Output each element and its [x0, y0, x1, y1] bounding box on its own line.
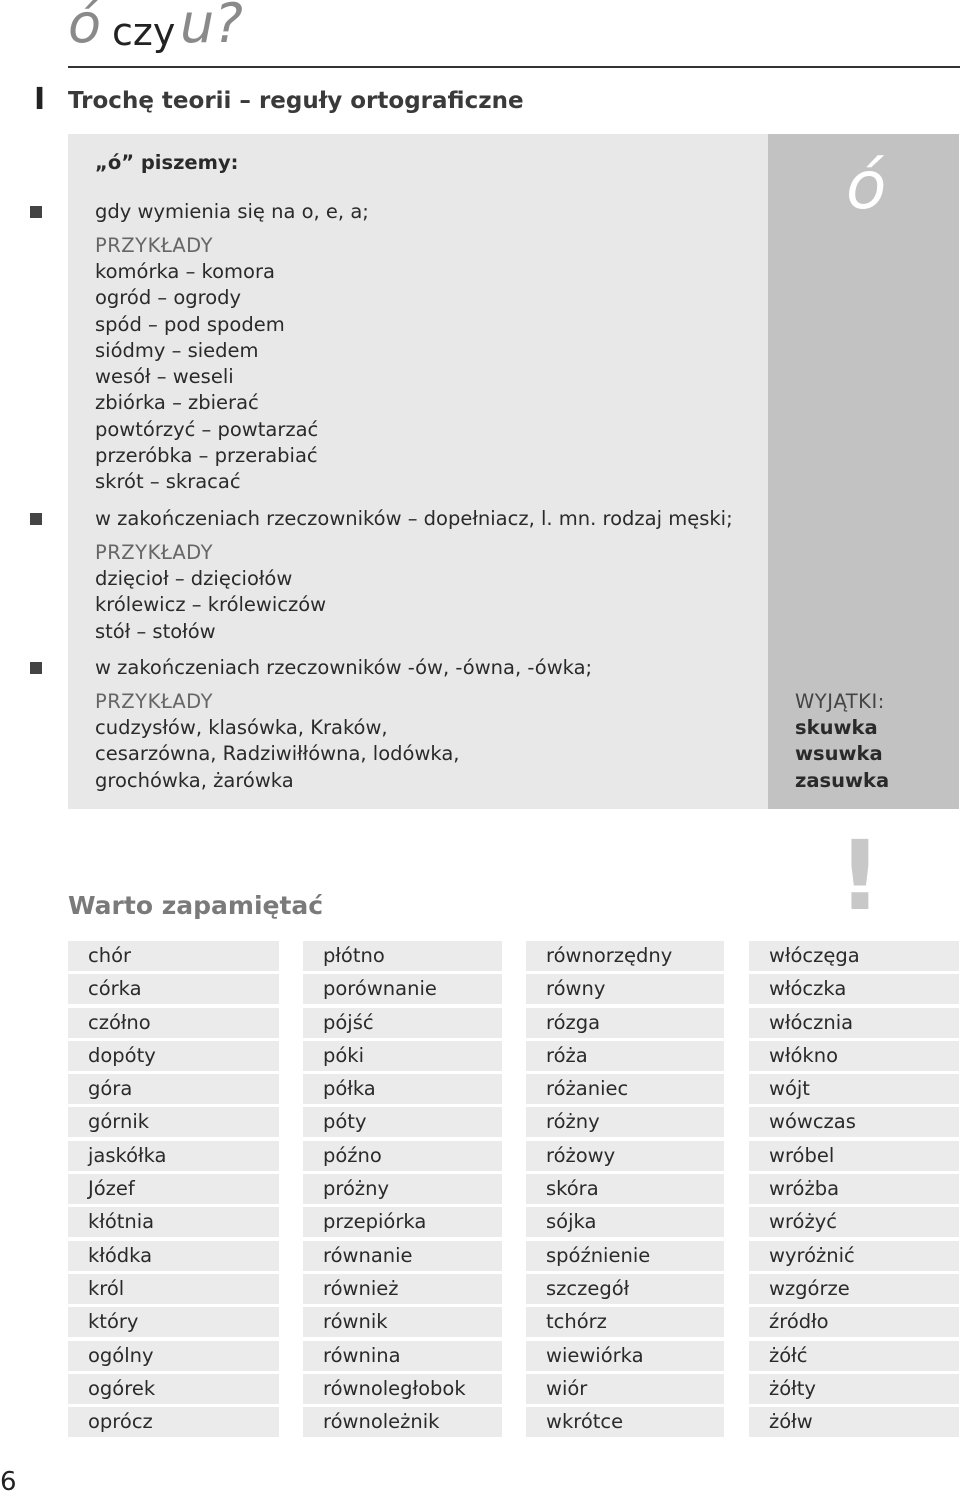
word-cell: wiewiórka — [526, 1341, 724, 1371]
word-cell: płótno — [303, 941, 502, 971]
rule3-examples-label: PRZYKŁADY — [95, 690, 214, 713]
word-column-1 — [68, 941, 279, 1440]
word-cell: wzgórze — [749, 1274, 959, 1304]
word-cell: góra — [68, 1074, 279, 1104]
rule2-text: w zakończeniach rzeczowników – dopełniacz, l. mn. rodzaj męski; — [95, 507, 733, 530]
example-item: komórka – komora — [95, 260, 275, 283]
bullet-icon — [30, 513, 42, 525]
example-item: grochówka, żarówka — [95, 768, 294, 792]
word-cell: równoleżnik — [303, 1407, 502, 1437]
word-cell: sójka — [526, 1207, 724, 1237]
word-cell: Józef — [68, 1174, 279, 1204]
word-cell: źródło — [749, 1307, 959, 1337]
word-cell: równy — [526, 974, 724, 1004]
word-cell: wówczas — [749, 1107, 959, 1137]
word-cell: różaniec — [526, 1074, 724, 1104]
word-cell: włóczka — [749, 974, 959, 1004]
word-cell: wiór — [526, 1374, 724, 1404]
word-cell: tchórz — [526, 1307, 724, 1337]
word-cell: żółć — [749, 1341, 959, 1371]
example-item: skrót – skracać — [95, 470, 241, 494]
example-item: spód – pod spodem — [95, 312, 285, 336]
bullet-icon — [30, 662, 42, 674]
word-column-2 — [303, 941, 502, 1440]
example-item: powtórzyć – powtarzać — [95, 417, 319, 441]
rule1-examples-label: PRZYKŁADY — [95, 234, 214, 257]
word-cell: róża — [526, 1041, 724, 1071]
word-cell: szczegół — [526, 1274, 724, 1304]
word-cell: żółty — [749, 1374, 959, 1404]
rule3-examples — [95, 715, 460, 794]
word-cell: skóra — [526, 1174, 724, 1204]
word-cell: który — [68, 1307, 279, 1337]
word-cell: żółw — [749, 1407, 959, 1437]
example-item: królewicz – królewiczów — [95, 593, 327, 617]
word-cell: czółno — [68, 1008, 279, 1038]
word-cell: wkrótce — [526, 1407, 724, 1437]
word-cell: przepiórka — [303, 1207, 502, 1237]
word-cell: równorzędny — [526, 941, 724, 971]
exception-word: skuwka — [795, 716, 878, 739]
word-column-4 — [749, 941, 959, 1440]
example-item: dzięcioł – dzięciołów — [95, 567, 293, 590]
example-item: stół – stołów — [95, 619, 216, 643]
word-cell: również — [303, 1274, 502, 1304]
word-cell: kłótnia — [68, 1207, 279, 1237]
word-cell: wyróżnić — [749, 1241, 959, 1271]
header-o-letter: ó — [68, 0, 102, 55]
word-cell: jaskółka — [68, 1141, 279, 1171]
word-cell: ogólny — [68, 1341, 279, 1371]
rule3-text: w zakończeniach rzeczowników -ów, -ówna, -ówka; — [95, 656, 593, 679]
word-cell: rózga — [526, 1008, 724, 1038]
exception-word: wsuwka — [795, 742, 883, 766]
word-cell: porównanie — [303, 974, 502, 1004]
header-czy: czy — [112, 10, 176, 54]
word-cell: różny — [526, 1107, 724, 1137]
section-title: Trochę teorii – reguły ortograficzne — [68, 88, 524, 114]
exceptions-label: WYJĄTKI: — [795, 690, 885, 713]
word-cell: równoległobok — [303, 1374, 502, 1404]
word-cell: oprócz — [68, 1407, 279, 1437]
header-u-letter: u? — [180, 0, 243, 55]
rule2-examples-label: PRZYKŁADY — [95, 541, 214, 564]
word-cell: póty — [303, 1107, 502, 1137]
word-cell: różowy — [526, 1141, 724, 1171]
example-item: siódmy – siedem — [95, 338, 259, 362]
example-item: cudzysłów, klasówka, Kraków, — [95, 716, 388, 739]
word-cell: ogórek — [68, 1374, 279, 1404]
example-item: ogród – ogrody — [95, 286, 242, 310]
example-item: przeróbka – przerabiać — [95, 444, 318, 468]
word-cell: równik — [303, 1307, 502, 1337]
word-cell: dopóty — [68, 1041, 279, 1071]
exceptions-list — [795, 715, 889, 794]
rule2-examples — [95, 566, 326, 645]
example-item: zbiórka – zbierać — [95, 391, 259, 415]
word-cell: chór — [68, 941, 279, 971]
word-cell: włókno — [749, 1041, 959, 1071]
page-number: 6 — [0, 1467, 17, 1497]
word-cell: spóźnienie — [526, 1241, 724, 1271]
word-cell: wróżba — [749, 1174, 959, 1204]
section-number: I — [34, 82, 46, 117]
word-cell: półka — [303, 1074, 502, 1104]
word-cell: włócznia — [749, 1008, 959, 1038]
word-cell: kłódka — [68, 1241, 279, 1271]
exceptions-big-letter: ó — [846, 147, 887, 224]
word-cell: wróżyć — [749, 1207, 959, 1237]
memorize-title: Warto zapamiętać — [68, 891, 324, 920]
example-item: wesół – weseli — [95, 365, 234, 389]
exclamation-icon: ! — [838, 820, 882, 932]
word-cell: równina — [303, 1341, 502, 1371]
header-rule — [68, 66, 960, 68]
bullet-icon — [30, 206, 42, 218]
word-cell: próżny — [303, 1174, 502, 1204]
word-cell: wróbel — [749, 1141, 959, 1171]
word-cell: włóczęga — [749, 941, 959, 971]
word-cell: póki — [303, 1041, 502, 1071]
word-cell: król — [68, 1274, 279, 1304]
example-item: cesarzówna, Radziwiłłówna, lodówka, — [95, 742, 460, 766]
word-cell: górnik — [68, 1107, 279, 1137]
word-cell: wójt — [749, 1074, 959, 1104]
rule1-examples — [95, 259, 318, 496]
exception-word: zasuwka — [795, 768, 890, 792]
rule1-text: gdy wymienia się na o, e, a; — [95, 200, 369, 223]
rules-heading: „ó” piszemy: — [95, 151, 239, 174]
word-cell: pójść — [303, 1008, 502, 1038]
word-cell: córka — [68, 974, 279, 1004]
word-column-3 — [526, 941, 724, 1440]
word-cell: późno — [303, 1141, 502, 1171]
word-cell: równanie — [303, 1241, 502, 1271]
